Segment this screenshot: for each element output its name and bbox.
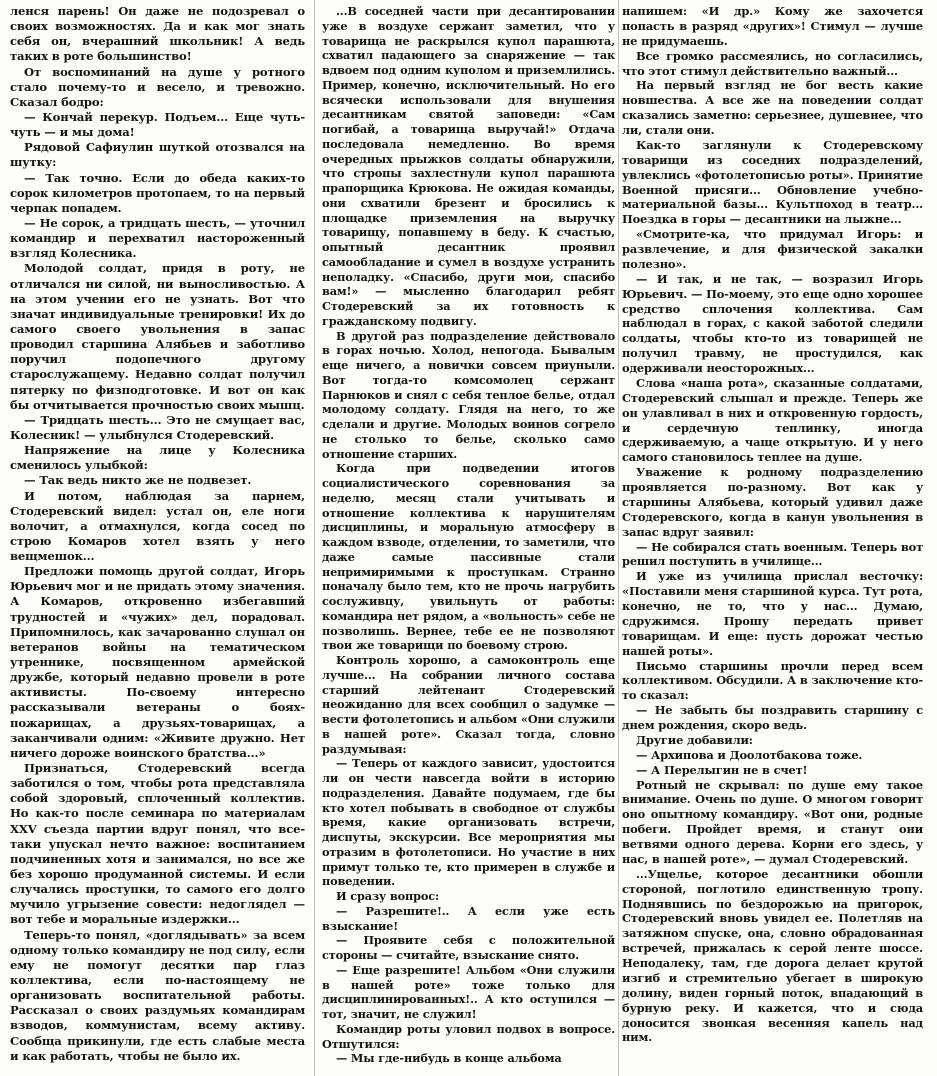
paragraph: Рядовой Сафиулин шуткой отозвался на шутку:	[10, 140, 305, 170]
paragraph: И сразу вопрос:	[336, 889, 439, 903]
paragraph: — А Перелыгин не в счет!	[636, 762, 808, 777]
paragraph: напишем: «И др.» Кому же захочется попасть в разряд «других»! Стимул — лучше не придумаешь.	[622, 4, 923, 48]
paragraph: Письмо старшины прочли перед всем коллективом. Обсудили. А в заключение кто-то сказал:	[622, 658, 924, 703]
paragraph: От воспоминаний на душе у ротного стало почему-то и весело, и тревожно. Сказал бодро:	[10, 64, 305, 109]
paragraph: — Так ведь никто же не подвезет.	[24, 473, 252, 488]
paragraph: «Смотрите-ка, что придумал Игорь: и развлечение, и для физической закалки полезно».	[622, 227, 923, 271]
text-column-1	[10, 4, 305, 1064]
paragraph: — Проявите себя с положительной стороны — считайте, взыскание снято.	[322, 933, 615, 962]
paragraph: И уже из училища прислал весточку: «Поставили меня старшиной курса. Тут рота, конечно, не то, что у нас... Думаю, сдружимся. Прошу передать привет товарищам. И еще: пусть дорожат честью нашей роты».	[622, 569, 923, 658]
paragraph: Слова «наша рота», сказанные солдатами, Стодеревский слышал и прежде. Теперь же он улавливал в них и откровенную гордость, и сердечную теплинку, иногда сдерживаемую, а чаще открытую. И у него самого становилось теплее на душе.	[622, 375, 923, 465]
paragraph: — Разрешите!.. А если уже есть взыскание!	[322, 903, 615, 933]
paragraph: ленся парень! Он даже не подозревал о своих возможностях. Да и как мог знать себя он, вчерашний школьник! А ведь таких в роте большинство!	[10, 4, 305, 64]
paragraph: Как-то заглянули к Стодеревскому товарищи из соседних подразделений, увлеклись «фотолетописью роты». Принятие Военной присяги... Обновление учебно-материальной базы... Культпоход в театр... Поездка в горы — десантники на лыжне...	[622, 137, 923, 227]
paragraph: На первый взгляд не бог весть какие новшества. А все же на поведении солдат сказались заметно: серьезнее, душевнее, что ли, стали они.	[622, 78, 923, 137]
paragraph: И потом, наблюдая за парнем, Стодеревский видел: устал он, еле ноги волочит, а отмахнулся, когда сосед по строю Комаров хотел взять у него вещмешок...	[10, 488, 305, 564]
paragraph: Когда при подведении итогов социалистического соревнования за неделю, месяц стали учитывать и отношение коллектива к нарушителям дисциплины, и моральную атмосферу в каждом взводе, отделении, то заметили, что даже самые пассивные стали непримиримыми к проступкам. Странно поначалу было тем, кто не прочь нагрубить сослуживцу, увильнуть от работы: командира нет рядом, а «вольность» себе не позволишь. Вернее, тебе ее не позволяют твои же товарищи по боевому строю.	[322, 461, 615, 653]
paragraph: — Не забыть бы поздравить старшину с днем рождения, скоро ведь.	[622, 703, 923, 732]
paragraph: В другой раз подразделение действовало в горах ночью. Холод, непогода. Бывалым еще ничего, а новички совсем приуныли. Вот тогда-то комсомолец сержант Парнюков и снял с себя теплое белье, отдал молодому солдату. Глядя на него, то же сделали и другие. Молодых воинов согрело не столько то белье, сколько само отношение старших.	[322, 328, 615, 461]
paragraph: — Теперь от каждого зависит, удостоится ли он чести навсегда войти в историю подразделения. Давайте подумаем, где бы кто хотел побывать в свободное от службы время, какие организовать встречи, диспуты, экскурсии. Все мероприятия мы отразим в фотолетописи. Но участие в них примут только те, кто примерен в службе и поведении.	[322, 756, 615, 889]
paragraph: — Не собирался стать военным. Теперь вот решил поступить в училище...	[622, 539, 923, 569]
column-divider	[314, 0, 315, 1076]
paragraph: Признаться, Стодеревский всегда заботился о том, чтобы рота представляла собой здоровый, сплоченный коллектив. Но как-то после семинара по материалам XXV съезда партии вдруг понял, что все-таки упускал нечто важное: воспитанием подчиненных хотя и занимался, но все же без хорошо продуманной системы. И если случались проступки, то самого его долго мучило угрызение совести: недоглядел — вот тебе и моральные издержки...	[10, 761, 305, 927]
paragraph: — Еще разрешите! Альбом «Они служили в нашей роте» тоже только для дисциплинированных!.. А кто оступился — тот, значит, не служил!	[322, 962, 615, 1021]
paragraph: Напряжение на лице у Колесника сменилось улыбкой:	[10, 443, 305, 473]
text-column-3	[622, 4, 923, 1045]
paragraph: Все громко рассмеялись, но согласились, что этот стимул действительно важный...	[622, 48, 923, 78]
paragraph: Теперь-то понял, «доглядывать» за всем одному только командиру не под силу, если ему не помогут десятки пар глаз коллектива, если по-настоящему не организовать воспитательной работы. Рассказал о своих раздумьях командирам взводов, коммунистам, всему активу. Сообща прикинули, где есть слабые места и как работать, чтобы не было их.	[10, 927, 305, 1063]
paragraph: ...Ущелье, которое десантники обошли стороной, поглотило единственную тропу. Поднявшись по бездорожью на пригорок, Стодеревский вновь увидел ее. Полетляв на затяжном спуске, она, словно обрадованная встречей, прижалась к серой ленте шоссе. Неподалеку, там, где дорога делает крутой изгиб и стремительно убегает в широкую долину, виден горный поток, впадающий в бурную реку. И кажется, что и сюда доносится звонкая весенняя капель над ним.	[622, 866, 923, 1045]
paragraph: Командир роты уловил подвох в вопросе. Отшутился:	[322, 1021, 615, 1051]
paragraph: — Архипова и Доолотбакова тоже.	[636, 747, 863, 762]
paragraph: Молодой солдат, придя в роту, не отличался ни силой, ни выносливостью. А на этом учении его не узнать. Вот что значат индивидуальные тренировки! Их до самого своего увольнения в запас проводил старшина Алябьев и заботливо поручил подопечного другому старослужащему. Недавно солдат получил пятерку по физподготовке. И вот он как бы отчитывается прочностью своих мышц.	[10, 261, 305, 412]
paragraph: Другие добавили:	[636, 732, 753, 747]
paragraph: — Не сорок, а тридцать шесть, — уточнил командир и перехватил настороженный взгляд Колесника.	[10, 215, 305, 261]
paragraph: — Кончай перекур. Подъем... Еще чуть-чуть — и мы дома!	[10, 109, 305, 140]
paragraph: Ротный не скрывал: по душе ему такое внимание. Очень по душе. О многом говорит оно опытному командиру. «Вот они, родные побеги. Пройдет время, и станут они ветвями одного дерева. Корни его здесь, у нас, в нашей роте», — думал Стодеревский.	[622, 777, 923, 866]
paragraph: Уважение к родному подразделению проявляется по-разному. Вот как у старшины Алябьева, который удивил даже Стодеревского, когда в канун увольнения в запас вдруг заявил:	[622, 465, 923, 539]
paragraph: — Тридцать шесть... Это не смущает вас, Колесник! — улыбнулся Стодеревский.	[10, 412, 305, 442]
paragraph: Предложи помощь другой солдат, Игорь Юрьевич мог и не придать этому значения. А Комаров, откровенно избегавший трудностей и «чужих» дел, порадовал. Припомнилось, как зачарованно слушал он ветеранов войны на тематическом утреннике, посвященном армейской дружбе, который недавно провели в роте активисты. По-своему интересно рассказывали ветераны о боях-пожарищах, а друзьях-товарищах, а заканчивали одним: «Живите дружно. Нет ничего дороже воинского братства...»	[10, 564, 305, 760]
column-divider	[618, 0, 619, 1076]
paragraph: Контроль хорошо, а самоконтроль еще лучше... На собрании личного состава старший лейтенант Стодеревский неожиданно для всех сообщил о задумке — вести фотолетопись и альбом «Они служили в нашей роте». Сказал тогда, словно раздумывая:	[322, 653, 615, 756]
text-column-2	[322, 4, 615, 1066]
paragraph: — И так, и не так, — возразил Игорь Юрьевич. — По-моему, это еще одно хорошее средство сплочения коллектива. Сам наблюдал в горах, с какой заботой следили солдаты, чтобы кто-то из товарищей не получил травму, не простудился, как одерживали неосторожных...	[622, 271, 923, 375]
paragraph: — Так точно. Если до обеда каких-то сорок километров протопаем, то на первый черпак попадем.	[10, 170, 305, 215]
paragraph: ...В соседней части при десантировании уже в воздухе сержант заметил, что у товарища не раскрылся купол парашюта, схватил падающего за снаряжение — так вдвоем под одним куполом и приземлились. Пример, конечно, исключительный. Но его всячески использовали для внушения десантникам святой заповеди: «Сам погибай, а товарища выручай!» Отдача последовала немедленно. Во время очередных прыжков солдаты обнаружили, что стропы захлестнули купол парашюта прапорщика Крюкова. Не ожидая команды, они схватили брезент и бросились к площадке приземления на выручку товарищу, попавшему в беду. К счастью, опытный десантник проявил самообладание и сумел в воздухе устранить неполадку. «Спасибо, други мои, спасибо вам!» — мысленно благодарил ребят Стодеревский за их готовность к гражданскому подвигу.	[322, 4, 615, 328]
paragraph: — Мы где-нибудь в конце альбома	[336, 1051, 562, 1066]
